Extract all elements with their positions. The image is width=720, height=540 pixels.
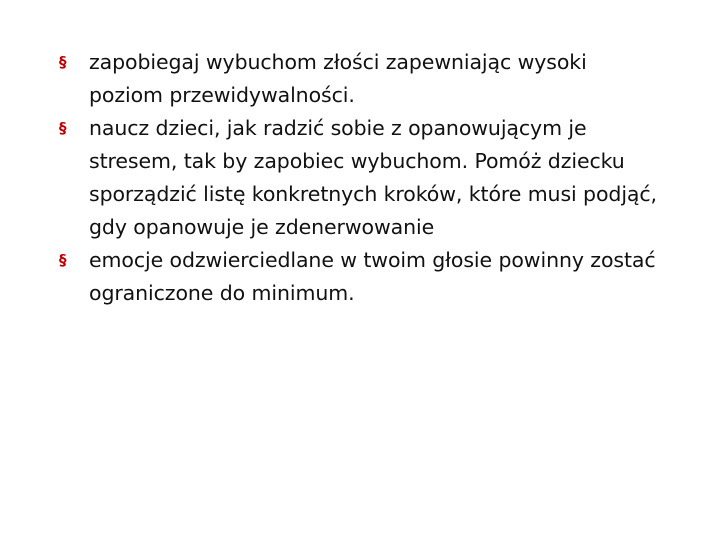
bullet-text: emocje odzwierciedlane w twoim głosie powinny zostać ograniczone do minimum. — [89, 248, 656, 305]
list-item — [58, 46, 658, 112]
bullet-text: zapobiegaj wybuchom złości zapewniając wysoki poziom przewidywalności. — [89, 50, 587, 107]
list-item — [58, 112, 658, 244]
bullet-marker-icon: § — [59, 53, 67, 71]
bullet-marker-icon: § — [59, 251, 67, 269]
bullet-text: naucz dzieci, jak radzić sobie z opanowującym je stresem, tak by zapobiec wybuchom. Pomóż dziecku sporządzić listę konkretnych kroków, które musi podjąć, gdy opanowuje je zdenerwowanie — [89, 116, 657, 239]
list-item — [58, 244, 658, 310]
bullet-list — [58, 46, 658, 310]
bullet-marker-icon: § — [59, 119, 67, 137]
